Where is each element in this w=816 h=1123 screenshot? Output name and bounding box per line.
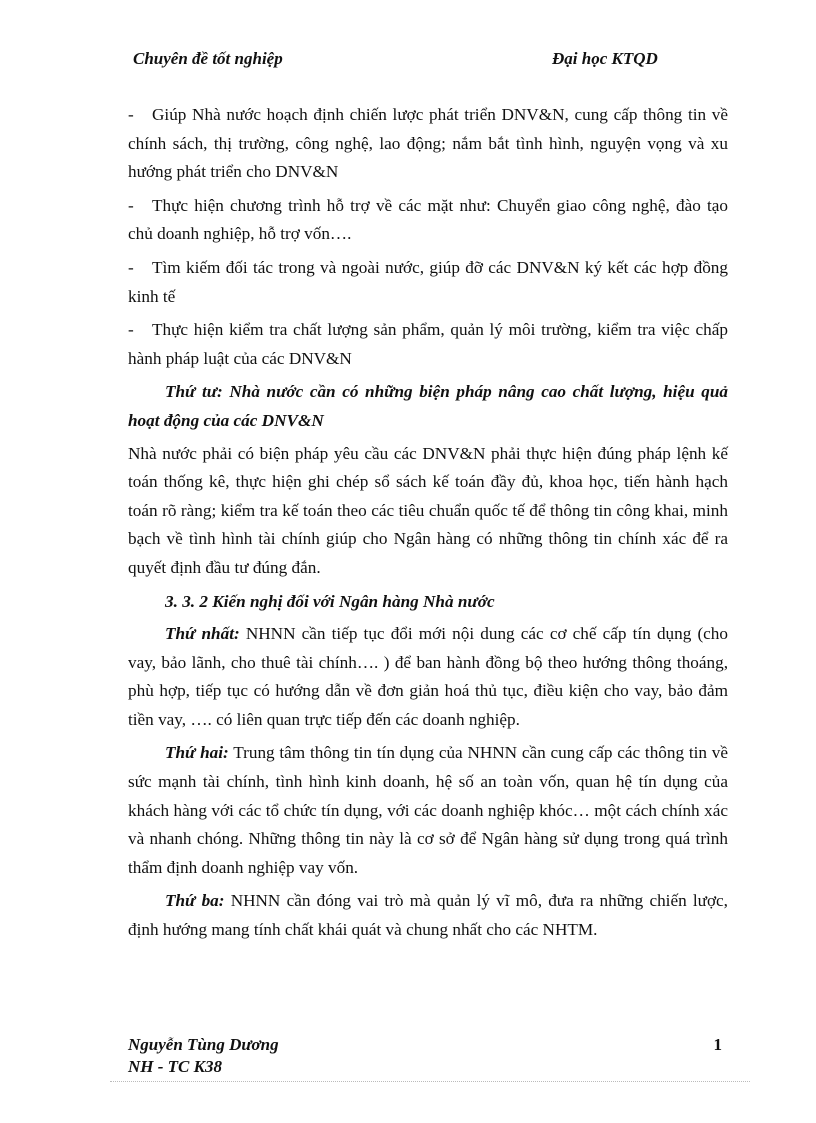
thu-tu-heading: Thứ tư: Nhà nước cần có những biện pháp nâng cao chất lượng, hiệu quả hoạt động của các DNV&N <box>128 382 728 430</box>
bullet-dash: - <box>128 320 134 340</box>
bullet-item <box>128 254 728 311</box>
author-class: NH - TC K38 <box>128 1057 222 1076</box>
bullet-item <box>128 101 728 187</box>
bullet-text: Thực hiện kiểm tra chất lượng sản phẩm, quản lý môi trường, kiểm tra việc chấp hành pháp luật của các DNV&N <box>128 320 728 368</box>
bullet-dash: - <box>128 195 134 215</box>
bullet-item <box>128 316 728 373</box>
bullet-text: Tìm kiếm đối tác trong và ngoài nước, giúp đỡ các DNV&N ký kết các hợp đồng kinh tế <box>128 257 728 306</box>
bullet-dash: - <box>128 105 134 124</box>
bullet-dash: - <box>128 257 134 277</box>
thu-tu-paragraph: Nhà nước phải có biện pháp yêu cầu các DNV&N phải thực hiện đúng pháp lệnh kế toán thống kê, thực hiện ghi chép sổ sách kế toán đầy đủ, khoa học, tiến hành hạch toán rõ ràng; kiểm tra kế toán theo các tiêu chuẩn quốc tế để thông tin công khai, minh bạch về tình hình tài chính giúp cho Ngân hàng có những thông tin chính xác để ra quyết định đầu tư đúng đắn. <box>128 443 728 577</box>
paragraph-text: NHNN cần tiếp tục đổi mới nội dung các cơ chế cấp tín dụng (cho vay, bảo lãnh, cho thuê tài chính…. ) để ban hành đồng bộ theo hướng thông thoáng, phù hợp, tiếp tục có hướng dẫn về đơn giản hoá thủ tục, điều kiện cho vay, bảo đảm tiền vay, …. có liên quan trực tiếp đến các doanh nghiệp. <box>128 624 728 729</box>
paragraph-thu-nhat <box>128 620 728 734</box>
page-header <box>133 49 673 73</box>
document-body <box>128 101 728 950</box>
paragraph-text: Trung tâm thông tin tín dụng của NHNN cần cung cấp các thông tin về sức mạnh tài chính, tình hình kinh doanh, hệ số an toàn vốn, quan hệ tín dụng của khách hàng với các tổ chức tín dụng, với các doanh nghiệp khóc… một cách chính xác và nhanh chóng. Những thông tin này là cơ sở để Ngân hàng sử dụng trong quá trình thẩm định doanh nghiệp vay vốn. <box>128 743 728 877</box>
bullet-item <box>128 192 728 249</box>
paragraph-label: Thứ ba: <box>165 891 225 911</box>
author-name: Nguyễn Tùng Dương <box>128 1035 279 1054</box>
header-right: Đại học KTQD <box>552 49 658 68</box>
page-number: 1 <box>713 1035 722 1054</box>
section-heading: 3. 3. 2 Kiến nghị đối với Ngân hàng Nhà nước <box>165 591 495 611</box>
bullet-text: Giúp Nhà nước hoạch định chiến lược phát triển DNV&N, cung cấp thông tin về chính sách, thị trường, công nghệ, lao động; nắm bắt tình hình, nguyện vọng và xu hướng phát triển cho DNV&N <box>128 105 728 182</box>
paragraph-thu-hai <box>128 739 728 882</box>
paragraph-label: Thứ nhất: <box>165 624 240 644</box>
paragraph-thu-ba <box>128 887 728 944</box>
bullet-text: Thực hiện chương trình hỗ trợ về các mặt như: Chuyển giao công nghệ, đào tạo chủ doanh nghiệp, hỗ trợ vốn…. <box>128 195 728 244</box>
footer-divider <box>110 1081 750 1082</box>
header-left: Chuyên đề tốt nghiệp <box>133 49 283 68</box>
paragraph-label: Thứ hai: <box>165 743 229 763</box>
paragraph-text: NHNN cần đóng vai trò mà quản lý vĩ mô, đưa ra những chiến lược, định hướng mang tính chất khái quát và chung nhất cho các NHTM. <box>128 891 728 940</box>
